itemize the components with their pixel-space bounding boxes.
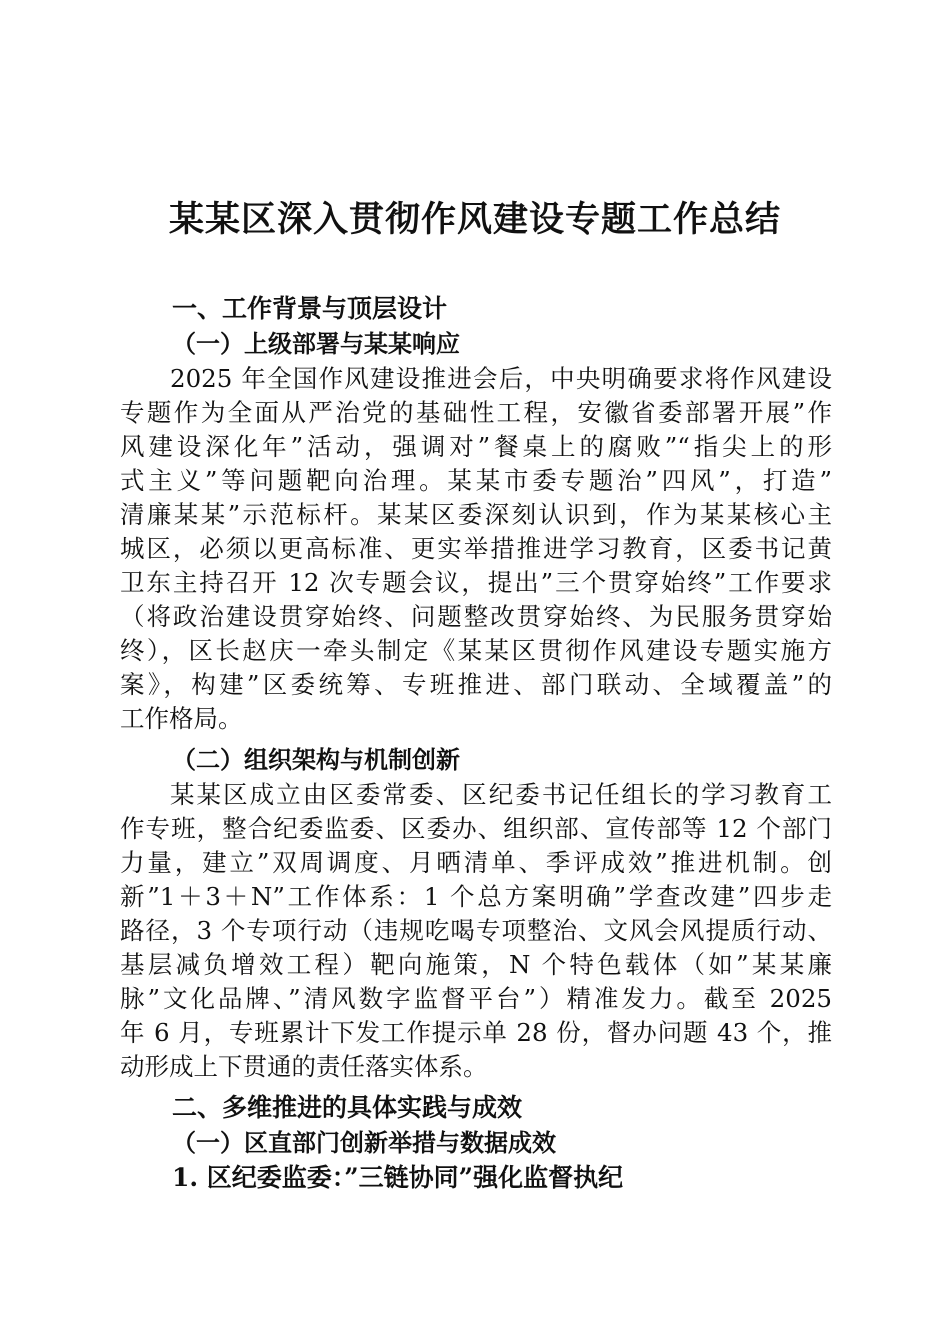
paragraph-line: 某某区成立由区委常委、区纪委书记任组长的学习教育工 (170, 780, 832, 809)
section-1-sub-1-paragraph (120, 362, 832, 736)
section-1-heading: 一、工作背景与顶层设计 (172, 294, 448, 323)
section-1-sub-2-heading: （二）组织架构与机制创新 (172, 745, 460, 774)
section-1-sub-1-heading: （一）上级部署与某某响应 (172, 329, 460, 358)
paragraph-line: 清廉某某”示范标杆。某某区委深刻认识到，作为某某核心主 (120, 500, 832, 529)
paragraph-line: （将政治建设贯穿始终、问题整改贯穿始终、为民服务贯穿始 (120, 602, 832, 631)
paragraph-line: 基层减负增效工程）靶向施策，N 个特色载体（如”某某廉 (120, 950, 832, 979)
paragraph-line: 力量，建立”双周调度、月晒清单、季评成效”推进机制。创 (120, 848, 832, 877)
paragraph-line: 2025 年全国作风建设推进会后，中央明确要求将作风建设 (170, 364, 832, 393)
paragraph-line: 城区，必须以更高标准、更实举措推进学习教育，区委书记黄 (120, 534, 832, 563)
paragraph-line: 动形成上下贯通的责任落实体系。 (120, 1052, 488, 1081)
document-title: 某某区深入贯彻作风建设专题工作总结 (168, 199, 781, 240)
paragraph-line: 年 6 月，专班累计下发工作提示单 28 份，督办问题 43 个，推 (120, 1018, 832, 1047)
paragraph-line: 式主义”等问题靶向治理。某某市委专题治”四风”，打造” (120, 466, 832, 495)
paragraph-line: 工作格局。 (120, 704, 243, 733)
paragraph-line: 专题作为全面从严治党的基础性工程，安徽省委部署开展”作 (120, 398, 832, 427)
section-1-sub-2-paragraph (120, 778, 832, 1084)
section-2-sub-1-heading: （一）区直部门创新举措与数据成效 (172, 1128, 556, 1157)
paragraph-line: 案》，构建”区委统筹、专班推进、部门联动、全域覆盖”的 (120, 670, 832, 699)
paragraph-line: 作专班，整合纪委监委、区委办、组织部、宣传部等 12 个部门 (120, 814, 832, 843)
paragraph-line: 路径，3 个专项行动（违规吃喝专项整治、文风会风提质行动、 (120, 916, 832, 945)
paragraph-line: 新”1＋3＋N”工作体系：1 个总方案明确”学查改建”四步走 (120, 882, 832, 911)
paragraph-line: 卫东主持召开 12 次专题会议，提出”三个贯穿始终”工作要求 (120, 568, 832, 597)
section-2-heading: 二、多维推进的具体实践与成效 (172, 1093, 523, 1122)
paragraph-line: 脉”文化品牌、”清风数字监督平台”）精准发力。截至 2025 (120, 984, 832, 1013)
paragraph-line: 终），区长赵庆一牵头制定《某某区贯彻作风建设专题实施方 (120, 636, 832, 665)
section-2-item-1-heading: 1. 区纪委监委：”三链协同”强化监督执纪 (172, 1163, 624, 1192)
paragraph-line: 风建设深化年”活动，强调对”餐桌上的腐败”“指尖上的形 (120, 432, 832, 461)
